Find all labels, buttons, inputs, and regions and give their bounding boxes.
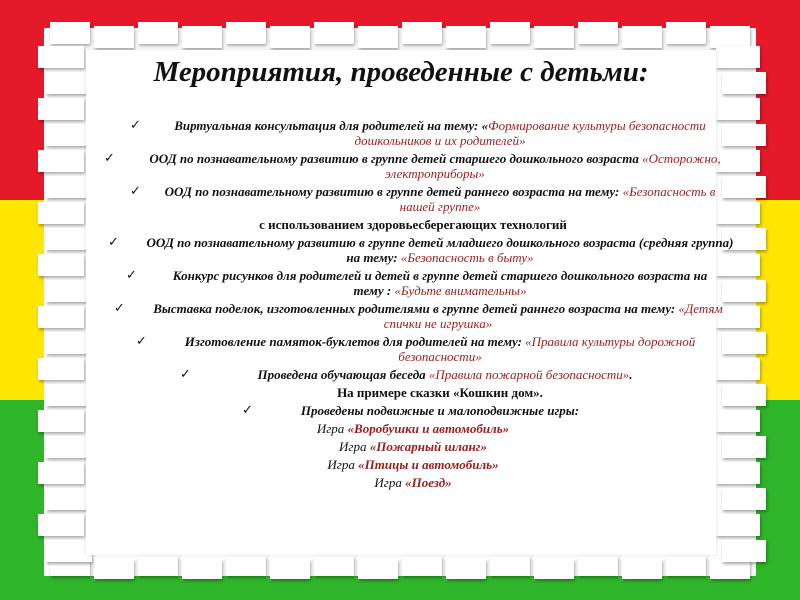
- brick: [358, 559, 398, 579]
- item-topic: «Безопасность в нашей группе»: [399, 184, 716, 214]
- page-title: Мероприятия, проведенные с детьми:: [153, 56, 649, 88]
- game-line: [100, 475, 750, 490]
- list-item: [100, 367, 750, 382]
- story-note: На примере сказки «Кошкин дом».: [337, 385, 543, 400]
- game-name: «Воробушки и автомобиль»: [347, 421, 510, 436]
- game-name: «Поезд»: [405, 475, 452, 490]
- brick: [490, 556, 530, 576]
- brick: [182, 26, 222, 48]
- item-text: Изготовление памяток-буклетов для родителей на тему:: [184, 334, 526, 349]
- brick: [38, 46, 84, 68]
- brick: [722, 72, 766, 94]
- item-text: Выставка поделок, изготовленных родителями в группе детей раннего возраста на тему:: [153, 301, 679, 316]
- game-name: «Пожарный шланг»: [369, 439, 487, 454]
- brick: [38, 98, 84, 120]
- brick: [94, 26, 134, 48]
- brick: [622, 26, 662, 48]
- item-text: Проведены подвижные и малоподвижные игры:: [300, 403, 580, 418]
- brick: [666, 556, 706, 576]
- item-text: ООД по познавательному развитию в группе детей старшего дошкольного возраста: [149, 151, 643, 166]
- game-line: [100, 457, 750, 472]
- list-item: [100, 268, 750, 298]
- technology-note: с использованием здоровьесберегающих технологий: [259, 217, 567, 232]
- brick: [622, 559, 662, 579]
- brick: [94, 559, 134, 579]
- brick: [446, 26, 486, 48]
- brick: [50, 22, 90, 44]
- brick: [716, 514, 760, 536]
- brick: [182, 559, 222, 579]
- game-label: Игра: [316, 421, 348, 436]
- events-list: [100, 118, 750, 493]
- game-name: «Птицы и автомобиль»: [358, 457, 499, 472]
- checkmark-icon: ✓: [108, 235, 119, 250]
- game-label: Игра: [339, 439, 370, 454]
- brick: [716, 98, 760, 120]
- brick: [38, 306, 84, 328]
- brick: [358, 26, 398, 48]
- checkmark-icon: ✓: [136, 334, 147, 349]
- list-item: [100, 118, 750, 148]
- item-text: Конкурс рисунков для родителей и детей в группе детей старшего дошкольного возраста на тему :: [172, 268, 708, 298]
- brick: [38, 150, 84, 172]
- brick: [38, 254, 84, 276]
- brick: [666, 22, 706, 44]
- checkmark-icon: ✓: [114, 301, 125, 316]
- brick: [138, 556, 178, 576]
- brick: [138, 22, 178, 44]
- item-topic: «Правила пожарной безопасности»: [428, 367, 630, 382]
- brick: [578, 22, 618, 44]
- item-topic: «Безопасность в быту»: [400, 250, 534, 265]
- list-item: [100, 151, 750, 181]
- brick: [314, 556, 354, 576]
- brick: [716, 46, 760, 68]
- brick: [710, 559, 750, 579]
- game-label: Игра: [374, 475, 406, 490]
- list-item: [100, 235, 750, 265]
- brick: [402, 22, 442, 44]
- brick: [226, 22, 266, 44]
- list-item: [100, 403, 750, 418]
- brick: [270, 559, 310, 579]
- brick: [722, 540, 766, 562]
- checkmark-icon: ✓: [126, 268, 137, 283]
- brick: [534, 26, 574, 48]
- list-item: [100, 301, 750, 331]
- brick: [534, 559, 574, 579]
- brick: [402, 556, 442, 576]
- brick: [490, 22, 530, 44]
- brick: [226, 556, 266, 576]
- checkmark-icon: ✓: [180, 367, 191, 382]
- brick: [38, 462, 84, 484]
- brick: [270, 26, 310, 48]
- item-topic: «Правила культуры дорожной безопасности»: [398, 334, 696, 364]
- game-line: [100, 421, 750, 436]
- item-topic: «Будьте внимательны»: [394, 283, 527, 298]
- checkmark-icon: ✓: [242, 403, 253, 418]
- brick: [38, 514, 84, 536]
- item-text: Проведена обучающая беседа: [257, 367, 429, 382]
- brick: [446, 559, 486, 579]
- checkmark-icon: ✓: [130, 184, 141, 199]
- brick: [314, 22, 354, 44]
- item-text: ООД по познавательному развитию в группе детей младшего дошкольного возраста (средняя группа) на тему:: [146, 235, 734, 265]
- brick: [38, 358, 84, 380]
- list-item: [100, 184, 750, 214]
- game-line: [100, 439, 750, 454]
- item-text: ООД по познавательному развитию в группе детей раннего возраста на тему:: [164, 184, 623, 199]
- item-text: Виртуальная консультация для родителей на тему: «: [174, 118, 489, 133]
- brick: [38, 410, 84, 432]
- item-topic: «Осторожно, электроприборы»: [385, 151, 721, 181]
- item-tail: .: [629, 367, 633, 382]
- checkmark-icon: ✓: [130, 118, 141, 133]
- list-item: [100, 334, 750, 364]
- game-label: Игра: [327, 457, 359, 472]
- brick: [578, 556, 618, 576]
- brick: [38, 202, 84, 224]
- checkmark-icon: ✓: [104, 151, 115, 166]
- item-topic: «Детям спички не игрушка»: [383, 301, 723, 331]
- brick: [710, 26, 750, 48]
- item-topic: Формирование культуры безопасности дошкольников и их родителей»: [354, 118, 706, 148]
